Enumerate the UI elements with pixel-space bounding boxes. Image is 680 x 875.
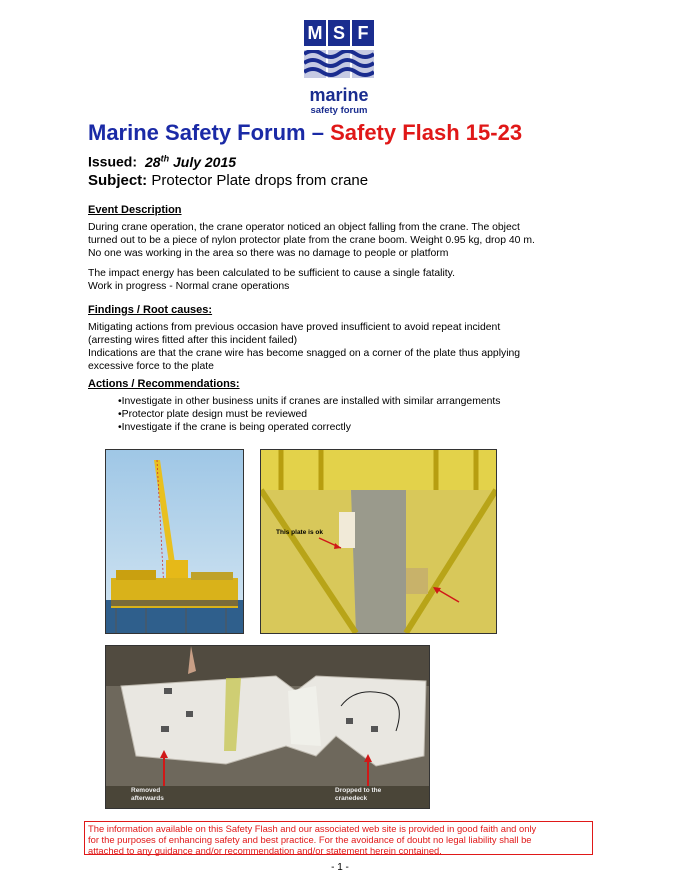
- protector-plate-photo: [105, 645, 430, 809]
- disclaimer-line: for the purposes of enhancing safety and best practice. For the avoidance of doubt no legal liability shall be: [88, 834, 532, 845]
- action-bullet: •Investigate in other business units if cranes are installed with similar arrangements: [118, 396, 501, 407]
- photo-caption-plate-ok: This plate is ok: [276, 529, 323, 536]
- event-line: No one was working in the area so there was no damage to people or platform: [88, 248, 449, 259]
- event-line: Work in progress - Normal crane operations: [88, 281, 290, 292]
- logo-letter-s: S: [328, 20, 350, 46]
- logo-subtitle: safety forum: [310, 105, 368, 116]
- logo-letter-f: F: [352, 20, 374, 46]
- crane-boom-closeup-photo: [260, 449, 497, 634]
- title-forum: Marine Safety Forum –: [88, 120, 331, 145]
- event-line: turned out to be a piece of nylon protector plate from the crane boom. Weight 0.95 kg, drop 40 m.: [88, 235, 535, 246]
- issued-line: [88, 153, 236, 170]
- photo-caption-removed: [131, 787, 164, 803]
- page-number: - 1 -: [331, 862, 349, 873]
- caption-dropped-line: Dropped to the: [335, 787, 382, 794]
- title-flash-number: Safety Flash 15-23: [330, 120, 523, 145]
- issued-label: Issued:: [88, 153, 138, 170]
- legal-disclaimer: [84, 821, 593, 855]
- disclaimer-line: The information available on this Safety Flash and our associated web site is provided in good faith and only: [88, 823, 537, 834]
- caption-afterwards-line: afterwards: [131, 795, 164, 802]
- findings-heading: Findings / Root causes:: [88, 304, 213, 316]
- issued-day: 28: [145, 153, 161, 170]
- logo-letter-m: M: [304, 20, 326, 46]
- issued-month-year: July 2015: [169, 153, 237, 170]
- event-line: The impact energy has been calculated to be sufficient to cause a single fatality.: [88, 268, 455, 279]
- subject-line: [88, 172, 368, 189]
- logo-waves-icon: [304, 50, 374, 78]
- findings-line: Mitigating actions from previous occasion have proved insufficient to avoid repeat incident: [88, 322, 501, 333]
- logo-brand: marine: [309, 85, 369, 105]
- caption-removed-line: Removed: [131, 787, 161, 794]
- subject-label: Subject:: [88, 172, 148, 189]
- action-bullet: •Investigate if the crane is being operated correctly: [118, 422, 351, 433]
- actions-heading: Actions / Recommendations:: [88, 378, 240, 390]
- disclaimer-line: attached to any guidance and/or recommendation and/or statement herein contained.: [88, 845, 442, 856]
- findings-line: Indications are that the crane wire has become snagged on a corner of the plate thus applying: [88, 348, 521, 359]
- findings-line: (arresting wires fitted after this incident failed): [88, 335, 298, 346]
- page-title: [88, 120, 522, 146]
- crane-platform-photo: [105, 449, 244, 634]
- caption-cranedeck-line: cranedeck: [335, 795, 368, 802]
- msf-logo: [296, 20, 382, 120]
- event-line: During crane operation, the crane operator noticed an object falling from the crane. The object: [88, 222, 520, 233]
- findings-line: excessive force to the plate: [88, 361, 214, 372]
- subject-text: Protector Plate drops from crane: [147, 172, 369, 189]
- action-bullet: •Protector plate design must be reviewed: [118, 409, 308, 420]
- event-heading: Event Description: [88, 204, 182, 216]
- photo-caption-dropped: [335, 787, 381, 803]
- issued-date: [145, 154, 236, 170]
- issued-suffix: th: [160, 153, 170, 163]
